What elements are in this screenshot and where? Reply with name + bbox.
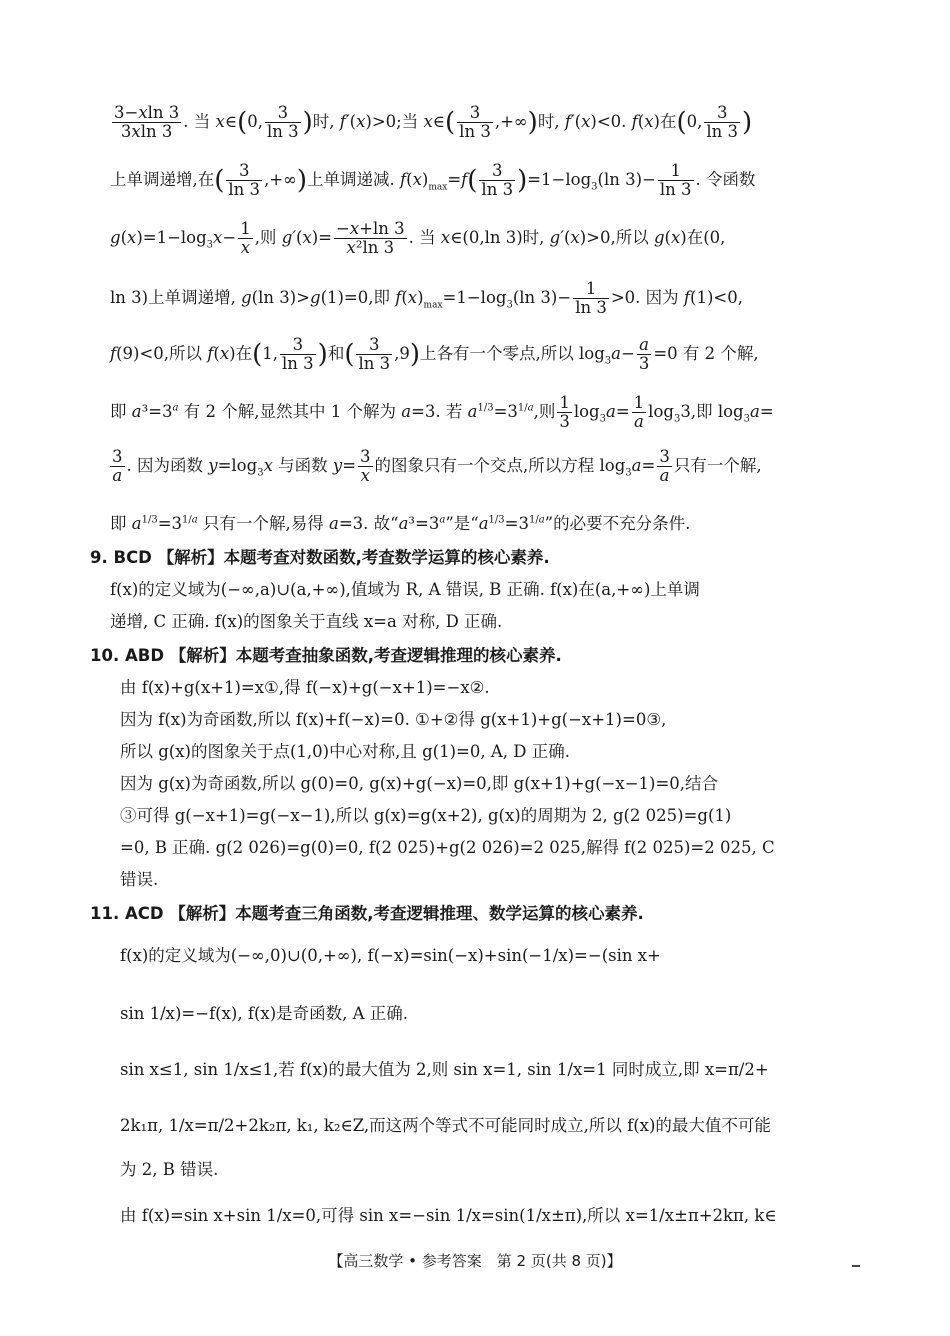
text-line-7: $\frac{3}{a}$ . 因为函数 $y=\log_3x$ 与函数 y= $\frac{3}{x}$ 的图象只有一个交点,所以方程 $\log_3a=$ $\frac{3}{a}$ 只有一个解,: [112, 447, 762, 485]
text-line-4: ln 3)上单调递增, g(ln 3)>g(1)=0,即 $f(x)_{max}=1-\log_3(\ln$ 3)− $\frac{1}{\ln 3}$ >0. 因为 f(1)<0,: [110, 279, 743, 317]
text-line-6: 即 $a^3=3^a$ 有 2 个解,显然其中 1 个解为 a=3. 若 $a^{1/3}=3^{1/a}$,则 $\frac{1}{3}$ $\log_3a=$ $\frac{1}{a}$ $\log_33$,即 $\log_3a=$: [110, 393, 774, 431]
q11-body-line: sin 1/x)=−f(x), f(x)是奇函数, A 正确.: [120, 1004, 409, 1023]
q10-body-line: 由 f(x)+g(x+1)=x①,得 f(−x)+g(−x+1)=−x②.: [120, 678, 490, 697]
q11-body-line: f(x)的定义域为(−∞,0)∪(0,+∞), f(−x)=sin(−x)+sin(−1/x)=−(sin x+: [120, 946, 661, 965]
q9-body-line: 递增, C 正确. f(x)的图象关于直线 x=a 对称, D 正确.: [110, 612, 503, 631]
text-line-3: $g(x)=1-\log_3x-$ $\frac{1}{x}$ ,则 g′(x)= $\frac{-x+\ln 3}{\text{x²ln 3}}$ . 当 x∈(0,ln 3)时, g′(x)>0,所以 g(x)在(0,: [110, 219, 726, 257]
q11-body-line: 2k₁π, 1/x=π/2+2k₂π, k₁, k₂∈Z,而这两个等式不可能同时成立,所以 f(x)的最大值不可能: [120, 1116, 771, 1135]
q10-body-line: 因为 f(x)为奇函数,所以 f(x)+f(−x)=0. ①+②得 g(x+1)+g(−x+1)=0③,: [120, 710, 667, 729]
q10-body-line: =0, B 正确. g(2 026)=g(0)=0, f(2 025)+g(2 026)=2 025,解得 f(2 025)=2 025, C: [120, 838, 775, 857]
corner-mark: [852, 1265, 860, 1267]
q9-body-line: f(x)的定义域为(−∞,a)∪(a,+∞),值域为 R, A 错误, B 正确. f(x)在(a,+∞)上单调: [110, 580, 700, 599]
text-line-5: f(9)<0,所以 f(x)在(1, $\frac{3}{\ln 3}$ )和( $\frac{3}{\ln 3}$ ,9)上各有一个零点,所以 $\log_3a-$ $\frac{a}{3}$ =0 有 2 个解,: [110, 335, 759, 373]
q9-heading: 9. BCD 【解析】本题考查对数函数,考查数学运算的核心素养.: [90, 548, 550, 567]
text-line-1: $\frac{3-xln 3}{3xln 3}$ . 当 x∈(0, $\frac{3}{\ln 3}$ )时, f′(x)>0;当 x∈( $\frac{3}{\ln 3}$ ,+∞)时, f′(x)<0. f(x)在(0, $\frac{3}{\ln 3}$ ): [114, 103, 753, 141]
q11-body-line: 由 f(x)=sin x+sin 1/x=0,可得 sin x=−sin 1/x=sin(1/x±π),所以 x=1/x±π+2kπ, k∈: [120, 1206, 777, 1225]
q10-body-line: 错误.: [120, 870, 159, 889]
text-line-8: 即 $a^{1/3}=3^{1/a}$ 只有一个解,易得 a=3. 故“$a^3=3^a$”是“$a^{1/3}=3^{1/a}$”的必要不充分条件.: [110, 514, 691, 533]
q11-body-line: 为 2, B 错误.: [120, 1160, 219, 1179]
q10-heading: 10. ABD 【解析】本题考查抽象函数,考查逻辑推理的核心素养.: [90, 646, 562, 665]
text-line-2: 上单调递增,在( $\frac{3}{\ln 3}$ ,+∞)上单调递减. $f(x)_{max}=f$( $\frac{3}{\ln 3}$ )$=1-\log_3(\ln$ 3)− $\frac{1}{\ln 3}$ . 令函数: [110, 161, 756, 199]
q10-body-line: 因为 g(x)为奇函数,所以 g(0)=0, g(x)+g(−x)=0,即 g(x+1)+g(−x−1)=0,结合: [120, 774, 719, 793]
q11-body-line: sin x≤1, sin 1/x≤1,若 f(x)的最大值为 2,则 sin x=1, sin 1/x=1 同时成立,即 x=π/2+: [120, 1060, 769, 1079]
q11-heading: 11. ACD 【解析】本题考查三角函数,考查逻辑推理、数学运算的核心素养.: [90, 904, 644, 923]
q10-body-line: ③可得 g(−x+1)=g(−x−1),所以 g(x)=g(x+2), g(x)的周期为 2, g(2 025)=g(1): [120, 806, 732, 825]
q10-body-line: 所以 g(x)的图象关于点(1,0)中心对称,且 g(1)=0, A, D 正确.: [120, 742, 570, 761]
page-footer: 【高三数学 • 参考答案 第 2 页(共 8 页)】: [328, 1252, 622, 1270]
